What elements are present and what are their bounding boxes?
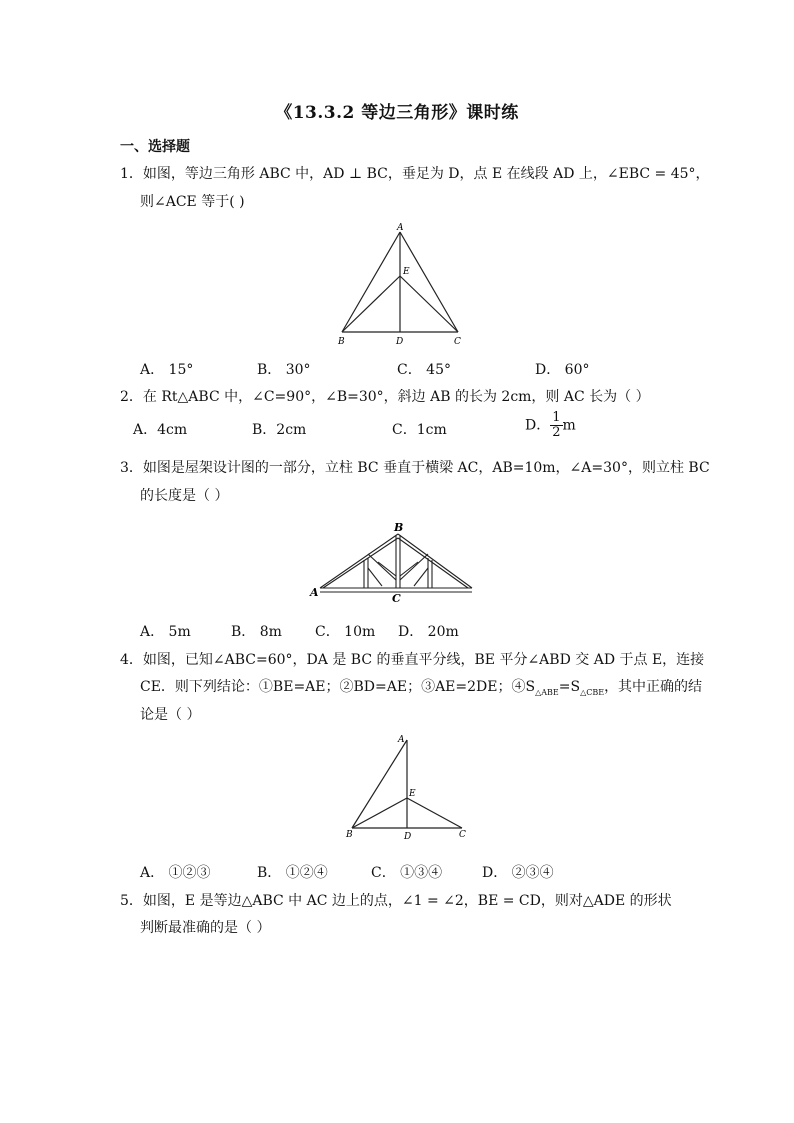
q3-option-a[interactable]: A． 5m — [140, 624, 191, 640]
q4-text-line3: 论是（ ） — [140, 707, 201, 723]
q1-label-E: E — [403, 267, 410, 277]
q4-line2-part-a: CE．则下列结论：①BE=AE；②BD=AE；③AE=2DE；④S — [140, 679, 536, 695]
q2-option-c[interactable]: C．1cm — [392, 422, 447, 438]
page-title: 《13.3.2 等边三角形》课时练 — [275, 103, 519, 123]
q1-label-C: C — [454, 337, 461, 347]
q4-option-c[interactable]: C． ①③④ — [371, 865, 443, 881]
q2-option-a[interactable]: A．4cm — [133, 422, 188, 438]
q2-fraction-denominator: 2 — [552, 425, 561, 440]
q4-label-C: C — [459, 830, 466, 840]
q4-option-b[interactable]: B． ①②④ — [257, 865, 328, 881]
q1-option-b[interactable]: B． 30° — [257, 362, 311, 378]
q2-text-line1: 2．在 Rt△ABC 中，∠C=90°，∠B=30°，斜边 AB 的长为 2cm，则 AC 长为（ ） — [120, 389, 650, 405]
q3-label-A: A — [310, 586, 319, 599]
q4-label-B: B — [346, 830, 353, 840]
q2-fraction-numerator: 1 — [552, 410, 561, 425]
q1-option-d[interactable]: D． 60° — [535, 362, 590, 378]
q1-text-line2: 则∠ACE 等于( ) — [140, 194, 245, 210]
q3-option-d[interactable]: D． 20m — [398, 624, 459, 640]
q4-line2-sub-cbe: △CBE — [580, 687, 605, 697]
q5-text-line1: 5．如图，E 是等边△ABC 中 AC 边上的点，∠1 = ∠2，BE = CD，则对△ADE 的形状 — [120, 893, 672, 909]
q3-option-c[interactable]: C． 10m — [315, 624, 376, 640]
q4-text-line2 — [140, 676, 702, 697]
q2-option-d-prefix: D． — [525, 417, 551, 434]
q1-label-D: D — [396, 337, 404, 347]
q2-option-d-unit: m — [562, 417, 576, 434]
q4-option-d[interactable]: D． ②③④ — [482, 865, 554, 881]
q1-figure-equilateral-triangle — [330, 220, 470, 350]
q4-label-A: A — [398, 735, 405, 745]
q3-text-line2: 的长度是（ ） — [140, 488, 229, 504]
q4-line2-part-c: ，其中正确的结 — [604, 679, 703, 695]
q4-figure-triangle — [340, 730, 480, 845]
q2-option-d[interactable] — [525, 411, 576, 440]
q1-label-B: B — [338, 337, 345, 347]
q2-option-b[interactable]: B．2cm — [252, 422, 307, 438]
q1-option-c[interactable]: C． 45° — [397, 362, 451, 378]
q3-figure-roof-truss — [308, 518, 478, 606]
q4-option-a[interactable]: A． ①②③ — [140, 865, 211, 881]
q4-text-line1: 4．如图，已知∠ABC=60°，DA 是 BC 的垂直平分线，BE 平分∠ABD 交 AD 于点 E，连接 — [120, 652, 705, 668]
q4-label-E: E — [409, 789, 416, 799]
section-heading: 一、选择题 — [120, 139, 190, 155]
q4-line2-sub-abe: △ABE — [535, 687, 559, 697]
q4-line2-part-b: =S — [558, 679, 581, 695]
q4-label-D: D — [404, 832, 412, 842]
q3-option-b[interactable]: B． 8m — [231, 624, 282, 640]
q1-option-a[interactable]: A． 15° — [140, 362, 194, 378]
q3-label-C: C — [392, 592, 401, 605]
q5-text-line2: 判断最准确的是（ ） — [140, 920, 271, 936]
q1-label-A: A — [397, 223, 404, 233]
q1-text-line1: 1．如图，等边三角形 ABC 中，AD ⊥ BC，垂足为 D，点 E 在线段 AD 上，∠EBC = 45°， — [120, 166, 710, 182]
q3-text-line1: 3．如图是屋架设计图的一部分，立柱 BC 垂直于横梁 AC，AB=10m，∠A=30°，则立柱 BC — [120, 460, 710, 476]
q3-label-B: B — [394, 521, 404, 534]
q2-option-d-fraction — [550, 411, 562, 440]
